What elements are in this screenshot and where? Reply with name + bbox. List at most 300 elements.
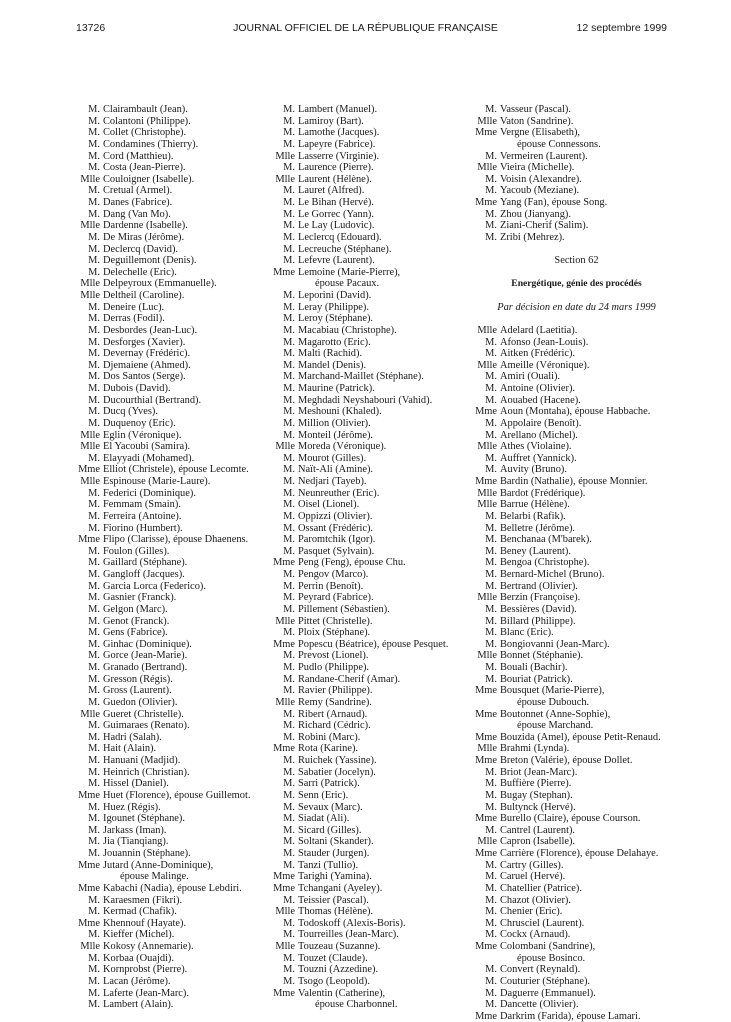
civility-title: M. (283, 394, 295, 406)
list-item (272, 848, 472, 860)
person-name: Hadri (Salah). (103, 731, 162, 743)
person-name: Lapeyre (Fabrice). (298, 138, 376, 150)
list-item (77, 441, 272, 453)
civility-title: Mme (78, 859, 100, 871)
person-name: De Miras (Jérôme). (103, 231, 185, 243)
civility-title: M. (88, 650, 100, 662)
list-item (474, 790, 679, 802)
list-item (77, 313, 272, 325)
list-item (272, 441, 472, 453)
list-item (474, 511, 679, 523)
civility-title: M. (485, 894, 497, 906)
civility-title: Mlle (275, 150, 295, 162)
person-name: Derras (Fodil). (103, 313, 165, 325)
list-item (474, 534, 679, 546)
person-name: Zribi (Mehrez). (500, 231, 565, 243)
person-name: Clairambault (Jean). (103, 104, 188, 115)
person-name: Sicard (Gilles). (298, 824, 362, 836)
civility-title: Mme (475, 1010, 497, 1022)
list-item (272, 825, 472, 837)
list-item (77, 534, 272, 546)
list-item (272, 185, 472, 197)
civility-title: M. (485, 185, 497, 197)
person-name: Desforges (Xavier). (103, 336, 186, 348)
person-name: Chenier (Eric). (500, 906, 563, 918)
person-name: Flipo (Clarisse), épouse Dhaenens. (103, 534, 249, 546)
civility-title: M. (88, 348, 100, 360)
person-name: Zhou (Jianyang). (500, 208, 571, 220)
civility-title: M. (283, 499, 295, 511)
person-name: Maurine (Patrick). (298, 383, 375, 394)
person-name: Daguerre (Emmanuel). (500, 987, 596, 999)
list-item (77, 464, 272, 476)
person-name: Nedjari (Tayeb). (298, 476, 367, 487)
civility-title: Mme (475, 476, 497, 487)
person-name: Ameille (Véronique). (500, 359, 590, 371)
person-name: Tchangani (Ayeley). (298, 882, 383, 894)
list-item (77, 197, 272, 209)
civility-title: M. (88, 545, 100, 557)
civility-title: M. (88, 580, 100, 592)
person-name: Huet (Florence), épouse Guillemot. (103, 789, 251, 801)
person-name: Beney (Laurent). (500, 545, 571, 557)
list-item (77, 720, 272, 732)
civility-title: M. (88, 673, 100, 685)
list-item (474, 569, 679, 581)
person-name: Athes (Violaine). (500, 441, 572, 453)
person-name: Peng (Feng), épouse Chu. (298, 557, 406, 569)
civility-title: M. (283, 313, 295, 325)
person-name: Tarighi (Yamina). (298, 871, 372, 883)
person-name: Touzni (Azzedine). (298, 964, 379, 976)
list-item (272, 209, 472, 221)
list-item (272, 929, 472, 941)
list-item (77, 371, 272, 383)
civility-title: Mme (78, 789, 100, 801)
person-name: Vieira (Michelle). (500, 162, 575, 174)
person-name: Deguillemont (Denis). (103, 255, 197, 267)
civility-title: M. (88, 104, 100, 115)
list-item (272, 790, 472, 802)
civility-title: M. (283, 243, 295, 255)
person-name: Lasserre (Virginie). (298, 150, 380, 162)
person-name: Marchand-Maillet (Stéphane). (298, 371, 424, 383)
civility-title: M. (283, 510, 295, 522)
civility-title: Mlle (275, 906, 295, 918)
person-name: Igounet (Stéphane). (103, 813, 185, 825)
person-name: Kermad (Chafik). (103, 906, 177, 918)
list-item (272, 674, 472, 686)
civility-title: M. (485, 871, 497, 883)
civility-title: M. (485, 673, 497, 685)
list-item (272, 836, 472, 848)
list-item (474, 476, 679, 488)
person-name: Chrusciel (Laurent). (500, 917, 585, 929)
person-name: Bardin (Nathalie), épouse Monnier. (500, 476, 648, 487)
list-item (272, 313, 472, 325)
person-name: Khennouf (Hayate). (103, 917, 187, 929)
list-item (474, 732, 679, 744)
civility-title: Mlle (275, 441, 295, 453)
civility-title: M. (283, 975, 295, 987)
person-name: Declercq (David). (103, 243, 179, 255)
person-name: Richard (Cédric). (298, 720, 371, 732)
list-item (77, 476, 272, 488)
civility-title: M. (88, 406, 100, 418)
civility-title: M. (283, 476, 295, 487)
list-item (474, 999, 679, 1011)
person-name: Stauder (Jurgen). (298, 848, 370, 859)
list-item (272, 290, 472, 302)
person-name: Todoskoff (Alexis-Boris). (298, 917, 406, 929)
list-item (272, 162, 472, 174)
civility-title: M. (283, 104, 295, 115)
list-item (474, 453, 679, 465)
list-item (272, 720, 472, 732)
column-1 (77, 104, 272, 1011)
civility-title: M. (283, 755, 295, 766)
list-item (77, 418, 272, 430)
civility-title: M. (485, 964, 497, 976)
person-name: Condamines (Thierry). (103, 138, 199, 150)
person-name: Laurent (Hélène). (298, 173, 372, 185)
civility-title: M. (485, 173, 497, 185)
list-item (474, 348, 679, 360)
civility-title: M. (88, 162, 100, 174)
person-name: Djemaiene (Ahmed). (103, 359, 191, 371)
list-item (272, 976, 472, 988)
civility-title: M. (485, 336, 497, 348)
person-name: Siadat (Ali). (298, 813, 350, 825)
civility-title: M. (485, 510, 497, 522)
list-item (272, 964, 472, 976)
civility-title: M. (283, 650, 295, 662)
list-item (272, 604, 472, 616)
person-name: Jutard (Anne-Dominique), (103, 859, 214, 871)
list-item (474, 557, 679, 569)
civility-title: Mlle (80, 429, 100, 441)
person-name: Ginhac (Dominique). (103, 638, 192, 650)
list-item (77, 650, 272, 662)
list-item (77, 581, 272, 593)
person-name: Popescu (Béatrice), épouse Pesquet. (298, 638, 449, 650)
person-name: Guimaraes (Renato). (103, 720, 190, 732)
person-name: Magarotto (Eric). (298, 336, 371, 348)
list-item (272, 197, 472, 209)
list-item (77, 592, 272, 604)
person-name: Sevaux (Marc). (298, 801, 363, 813)
list-item (77, 244, 272, 256)
list-item (474, 488, 679, 500)
person-name: Bugay (Stephan). (500, 789, 573, 801)
person-name: Oisel (Lionel). (298, 499, 360, 511)
person-name: Elayyadi (Mohamed). (103, 452, 195, 464)
person-name: Ziani-Cherif (Salim). (500, 220, 589, 232)
person-name: Sabatier (Jocelyn). (298, 766, 376, 778)
person-name: Malti (Rachid). (298, 348, 363, 360)
list-item (272, 418, 472, 430)
list-item (77, 906, 272, 918)
spouse-name: épouse Bosinco. (517, 952, 586, 964)
person-name: Kabachi (Nadia), épouse Lebdiri. (103, 882, 242, 894)
civility-title: M. (88, 197, 100, 208)
person-name: Le Gorrec (Yann). (298, 208, 374, 220)
person-name: El Yacoubi (Samira). (103, 441, 191, 453)
list-item (77, 918, 272, 930)
list-item (474, 941, 679, 953)
person-name: Naït-Ali (Amine). (298, 464, 374, 476)
person-name: Teissier (Pascal). (298, 894, 369, 906)
list-item (77, 964, 272, 976)
civility-title: M. (88, 894, 100, 906)
spouse-name: épouse Malinge. (120, 871, 189, 883)
person-name: Rota (Karine). (298, 743, 359, 755)
person-name: Tsogo (Leopold). (298, 975, 370, 987)
list-item (272, 395, 472, 407)
civility-title: M. (485, 417, 497, 429)
list-item (77, 627, 272, 639)
civility-title: Mlle (477, 359, 497, 371)
list-item (77, 709, 272, 721)
list-item (474, 709, 679, 721)
civility-title: M. (283, 801, 295, 813)
list-item (77, 848, 272, 860)
list-item (272, 802, 472, 814)
person-name: Ruichek (Yassine). (298, 755, 377, 766)
civility-title: Mme (273, 266, 295, 278)
person-name: Gross (Laurent). (103, 685, 172, 697)
person-name: Hait (Alain). (103, 743, 157, 755)
civility-title: M. (88, 836, 100, 848)
list-item (77, 674, 272, 686)
civility-title: M. (283, 487, 295, 499)
civility-title: M. (88, 801, 100, 813)
civility-title: M. (88, 150, 100, 162)
civility-title: M. (283, 929, 295, 941)
spouse-name: épouse Dubouch. (517, 696, 590, 708)
list-item (272, 627, 472, 639)
page-header (0, 22, 731, 38)
list-item (77, 302, 272, 314)
list-item (77, 116, 272, 128)
list-item (272, 755, 472, 767)
civility-title: M. (485, 464, 497, 476)
list-item (272, 499, 472, 511)
person-name: Convert (Reynald). (500, 964, 581, 976)
civility-title: M. (88, 336, 100, 348)
list-item (272, 639, 472, 651)
civility-title: M. (88, 964, 100, 976)
civility-title: M. (88, 569, 100, 580)
civility-title: M. (88, 603, 100, 615)
list-item (272, 767, 472, 779)
person-name: Jarkass (Iman). (103, 824, 167, 836)
list-item (474, 871, 679, 883)
person-name: Duquenoy (Eric). (103, 417, 176, 429)
list-item (272, 383, 472, 395)
person-name: Bouali (Bachir). (500, 662, 568, 673)
civility-title: M. (283, 359, 295, 371)
list-item (77, 220, 272, 232)
person-name: Pudlo (Philippe). (298, 662, 370, 673)
person-name: Darkrim (Farida), épouse Lamari. (500, 1010, 641, 1022)
person-name: Foulon (Gilles). (103, 545, 170, 557)
person-name: Yacoub (Meziane). (500, 185, 580, 197)
civility-title: M. (283, 766, 295, 778)
list-item (474, 523, 679, 535)
person-name: Capron (Isabelle). (500, 836, 576, 848)
list-item (77, 278, 272, 290)
person-name: Auvity (Bruno). (500, 464, 567, 476)
civility-title: Mme (273, 882, 295, 894)
civility-title: M. (88, 731, 100, 743)
person-name: Bouriat (Patrick). (500, 673, 573, 685)
person-name: Dardenne (Isabelle). (103, 220, 188, 232)
person-name: Lamothe (Jacques). (298, 127, 380, 139)
civility-title: M. (485, 789, 497, 801)
person-name: Touzeau (Suzanne). (298, 941, 381, 952)
person-name: Pasquet (Sylvain). (298, 545, 375, 557)
list-item (272, 139, 472, 151)
issue-date: 12 septembre 1999 (576, 22, 667, 34)
list-item (272, 174, 472, 186)
person-name: Heinrich (Christian). (103, 766, 190, 778)
list-item (474, 755, 679, 767)
person-name: Leporini (David). (298, 290, 372, 301)
list-item (272, 685, 472, 697)
civility-title: Mlle (477, 592, 497, 604)
list-item (272, 151, 472, 163)
civility-title: Mme (475, 813, 497, 825)
list-item (77, 976, 272, 988)
civility-title: M. (88, 510, 100, 522)
civility-title: M. (88, 313, 100, 325)
list-item (474, 976, 679, 988)
civility-title: Mlle (80, 708, 100, 720)
civility-title: Mme (475, 406, 497, 418)
list-item (474, 104, 679, 116)
civility-title: M. (283, 452, 295, 464)
list-item (272, 569, 472, 581)
list-item (272, 883, 472, 895)
civility-title: Mlle (275, 615, 295, 627)
person-name: Deltheil (Caroline). (103, 290, 185, 301)
person-name: Kokosy (Annemarie). (103, 941, 194, 952)
civility-title: Mlle (477, 487, 497, 499)
civility-title: Mme (78, 917, 100, 929)
civility-title: M. (283, 778, 295, 790)
civility-title: Mlle (275, 696, 295, 708)
person-name: Paromtchik (Igor). (298, 534, 376, 546)
civility-title: Mme (273, 557, 295, 569)
list-item (474, 778, 679, 790)
civility-title: M. (485, 545, 497, 557)
civility-title: M. (283, 522, 295, 534)
person-name: Brahmi (Lynda). (500, 743, 570, 755)
person-name: Lamiroy (Bart). (298, 115, 364, 127)
civility-title: Mme (273, 638, 295, 650)
person-name: Bousquet (Marie-Pierre), (500, 685, 605, 697)
person-name: Korbaa (Ouajdi). (103, 952, 174, 964)
civility-title: M. (485, 580, 497, 592)
list-item (77, 104, 272, 116)
civility-title: M. (283, 138, 295, 150)
person-name: Vaton (Sandrine). (500, 115, 574, 127)
civility-title: M. (88, 929, 100, 941)
civility-title: M. (485, 557, 497, 569)
list-item (272, 709, 472, 721)
civility-title: M. (485, 987, 497, 999)
person-name: Lefevre (Laurent). (298, 255, 375, 267)
civility-title: M. (283, 348, 295, 360)
list-item (474, 964, 679, 976)
person-name: Leroy (Stéphane). (298, 313, 374, 325)
person-name: Thomas (Hélène). (298, 906, 374, 918)
civility-title: M. (88, 138, 100, 150)
person-name: Deneire (Luc). (103, 301, 165, 313)
list-item (77, 778, 272, 790)
person-name: Carrière (Florence), épouse Delahaye. (500, 848, 659, 859)
person-name: Bonnet (Stéphanie). (500, 650, 584, 662)
list-item (77, 790, 272, 802)
list-item (77, 499, 272, 511)
list-item (474, 813, 679, 825)
civility-title: Mlle (477, 650, 497, 662)
civility-title: M. (283, 464, 295, 476)
list-item (474, 441, 679, 453)
spacer (474, 290, 679, 302)
list-item (272, 232, 472, 244)
list-item (77, 616, 272, 628)
person-name: Elliot (Christele), épouse Lecomte. (103, 464, 249, 476)
person-name: Gresson (Régis). (103, 673, 173, 685)
list-item (272, 906, 472, 918)
civility-title: M. (283, 964, 295, 976)
list-item (474, 430, 679, 442)
person-name: Cartry (Gilles). (500, 859, 564, 871)
list-item (272, 302, 472, 314)
list-item (272, 616, 472, 628)
list-item (77, 523, 272, 535)
civility-title: M. (88, 255, 100, 267)
list-item (77, 988, 272, 1000)
civility-title: M. (485, 778, 497, 790)
person-name: Pillement (Sébastien). (298, 603, 390, 615)
civility-title: Mme (78, 464, 100, 476)
civility-title: M. (88, 720, 100, 732)
civility-title: M. (88, 359, 100, 371)
person-name: Collet (Christophe). (103, 127, 187, 139)
person-name: Hanuani (Madjid). (103, 755, 181, 766)
person-name: Huez (Régis). (103, 801, 161, 813)
civility-title: Mme (273, 743, 295, 755)
person-name: Guedon (Olivier). (103, 696, 178, 708)
civility-title: M. (88, 557, 100, 569)
list-item (77, 185, 272, 197)
person-name: Kornprobst (Pierre). (103, 964, 188, 976)
person-name: Genot (Franck). (103, 615, 170, 627)
person-name: Meshouni (Khaled). (298, 406, 382, 418)
list-item (474, 639, 679, 651)
person-name: Bengoa (Christophe). (500, 557, 590, 569)
list-item (272, 348, 472, 360)
person-name: Aouabed (Hacene). (500, 394, 581, 406)
civility-title: M. (283, 290, 295, 301)
civility-title: M. (283, 162, 295, 174)
list-item (272, 662, 472, 674)
list-item (77, 697, 272, 709)
civility-title: M. (485, 429, 497, 441)
